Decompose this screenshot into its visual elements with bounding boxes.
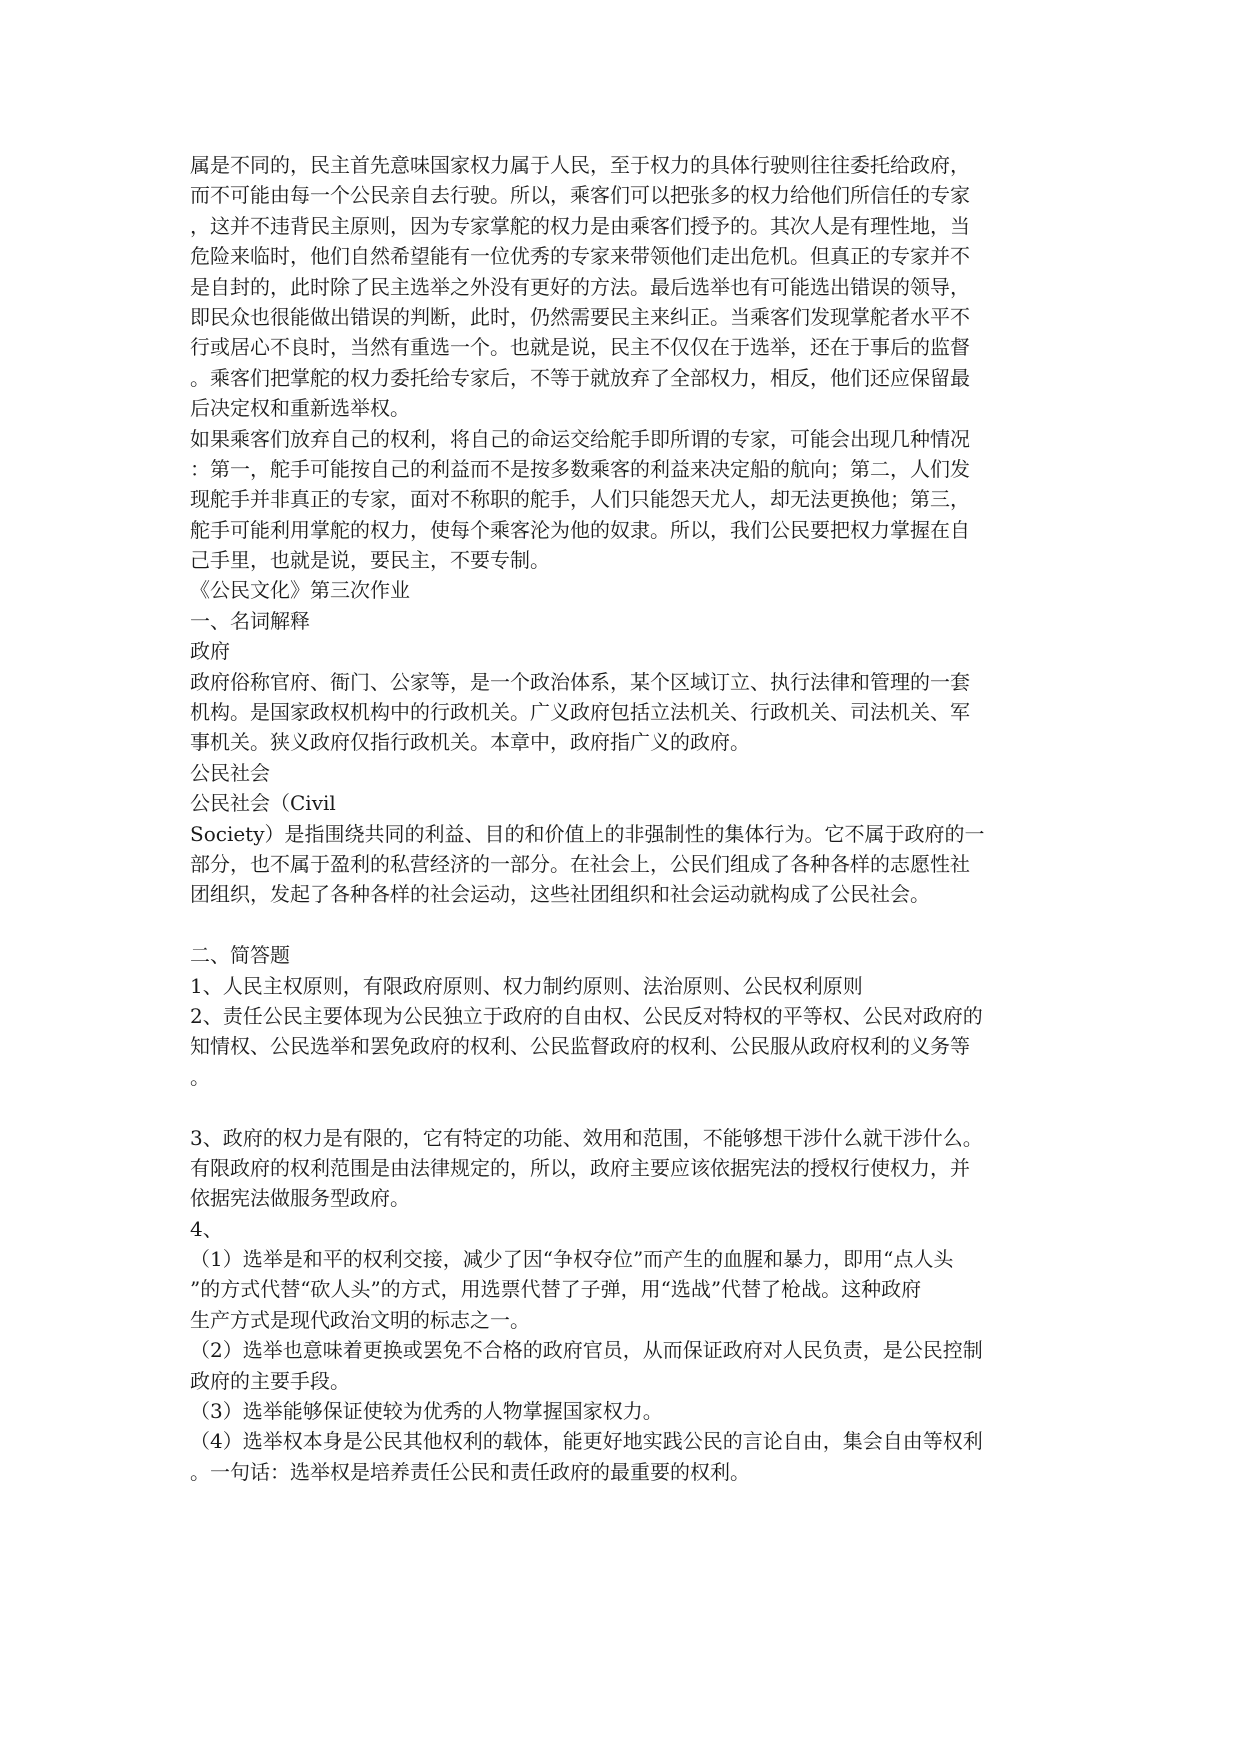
text-line: 舵手可能利用掌舵的权力，使每个乘客沦为他的奴隶。所以，我们公民要把权力掌握在自 xyxy=(190,517,970,542)
blank-line xyxy=(190,1092,1066,1122)
term-heading: 政府 xyxy=(190,639,230,664)
text-line: 团组织，发起了各种各样的社会运动，这些社团组织和社会运动就构成了公民社会。 xyxy=(190,882,930,907)
text-line: 属是不同的，民主首先意味国家权力属于人民，至于权力的具体行驶则往往委托给政府， xyxy=(190,153,970,177)
sub-answer-line: （3）选举能够保证使较为优秀的人物掌握国家权力。 xyxy=(190,1399,663,1424)
text-line: 现舵手并非真正的专家，面对不称职的舵手，人们只能怨天尤人，却无法更换他；第三， xyxy=(190,487,970,512)
text-line: 生产方式是现代政治文明的标志之一。 xyxy=(190,1307,530,1332)
text-line: 而不可能由每一个公民亲自去行驶。所以，乘客们可以把张多的权力给他们所信任的专家 xyxy=(190,183,970,208)
answer-line: 2、责任公民主要体现为公民独立于政府的自由权、公民反对特权的平等权、公民对政府的 xyxy=(190,1003,983,1028)
text-line: ：第一，舵手可能按自己的利益而不是按多数乘客的利益来决定船的航向；第二，人们发 xyxy=(190,456,970,481)
text-line: 如果乘客们放弃自己的权利，将自己的命运交给舵手即所谓的专家，可能会出现几种情况 xyxy=(190,426,970,451)
assignment-title: 《公民文化》第三次作业 xyxy=(190,578,410,603)
text-line: 行或居心不良时，当然有重选一个。也就是说，民主不仅仅在于选举，还在于事后的监督 xyxy=(190,335,970,360)
text-line: 。乘客们把掌舵的权力委托给专家后，不等于就放弃了全部权力，相反，他们还应保留最 xyxy=(190,365,970,390)
text-line: Society）是指围绕共同的利益、目的和价值上的非强制性的集体行为。它不属于政府的一 xyxy=(190,821,985,846)
text-line: 公民社会（Civil xyxy=(190,791,336,816)
text-line: ”的方式代替“砍人头”的方式，用选票代替了子弹，用“选战”代替了枪战。这种政府 xyxy=(190,1277,922,1302)
text-line: 即民众也很能做出错误的判断，此时，仍然需要民主来纠正。当乘客们发现掌舵者水平不 xyxy=(190,304,970,329)
text-line: 。一句话：选举权是培养责任公民和责任政府的最重要的权利。 xyxy=(190,1459,750,1484)
section-heading: 一、名词解释 xyxy=(190,608,310,633)
text-line: 己手里，也就是说，要民主，不要专制。 xyxy=(190,548,550,573)
text-line: 危险来临时，他们自然希望能有一位优秀的专家来带领他们走出危机。但真正的专家并不 xyxy=(190,244,970,269)
text-line: 事机关。狭义政府仅指行政机关。本章中，政府指广义的政府。 xyxy=(190,730,750,755)
answer-line: 3、政府的权力是有限的，它有特定的功能、效用和范围，不能够想干涉什么就干涉什么。 xyxy=(190,1125,983,1150)
text-line: 是自封的，此时除了民主选举之外没有更好的方法。最后选举也有可能选出错误的领导， xyxy=(190,274,970,299)
text-line: 依据宪法做服务型政府。 xyxy=(190,1186,410,1211)
text-line: 机构。是国家政权机构中的行政机关。广义政府包括立法机关、行政机关、司法机关、军 xyxy=(190,700,970,725)
text-line: 有限政府的权利范围是由法律规定的，所以，政府主要应该依据宪法的授权行使权力，并 xyxy=(190,1155,970,1180)
text-line: ，这并不违背民主原则，因为专家掌舵的权力是由乘客们授予的。其次人是有理性地，当 xyxy=(190,213,970,238)
text-line: 部分，也不属于盈利的私营经济的一部分。在社会上，公民们组成了各种各样的志愿性社 xyxy=(190,851,970,876)
text-line: 知情权、公民选举和罢免政府的权利、公民监督政府的权利、公民服从政府权利的义务等 xyxy=(190,1034,970,1059)
text-line: 。 xyxy=(190,1064,210,1089)
answer-line: 4、 xyxy=(190,1216,223,1241)
text-line: 政府俗称官府、衙门、公家等，是一个政治体系，某个区域订立、执行法律和管理的一套 xyxy=(190,669,970,694)
text-line: 后决定权和重新选举权。 xyxy=(190,396,410,421)
answer-line: 1、人民主权原则，有限政府原则、权力制约原则、法治原则、公民权利原则 xyxy=(190,973,863,998)
term-heading: 公民社会 xyxy=(190,760,270,785)
sub-answer-line: （4）选举权本身是公民其他权利的载体，能更好地实践公民的言论自由，集会自由等权利 xyxy=(190,1429,983,1454)
section-heading: 二、简答题 xyxy=(190,943,290,968)
document-body xyxy=(190,150,1066,1487)
blank-line xyxy=(190,910,1066,940)
sub-answer-line: （1）选举是和平的权利交接，减少了因“争权夺位”而产生的血腥和暴力，即用“点人头 xyxy=(190,1247,954,1272)
sub-answer-line: （2）选举也意味着更换或罢免不合格的政府官员，从而保证政府对人民负责，是公民控制 xyxy=(190,1338,983,1363)
text-line: 政府的主要手段。 xyxy=(190,1368,350,1393)
